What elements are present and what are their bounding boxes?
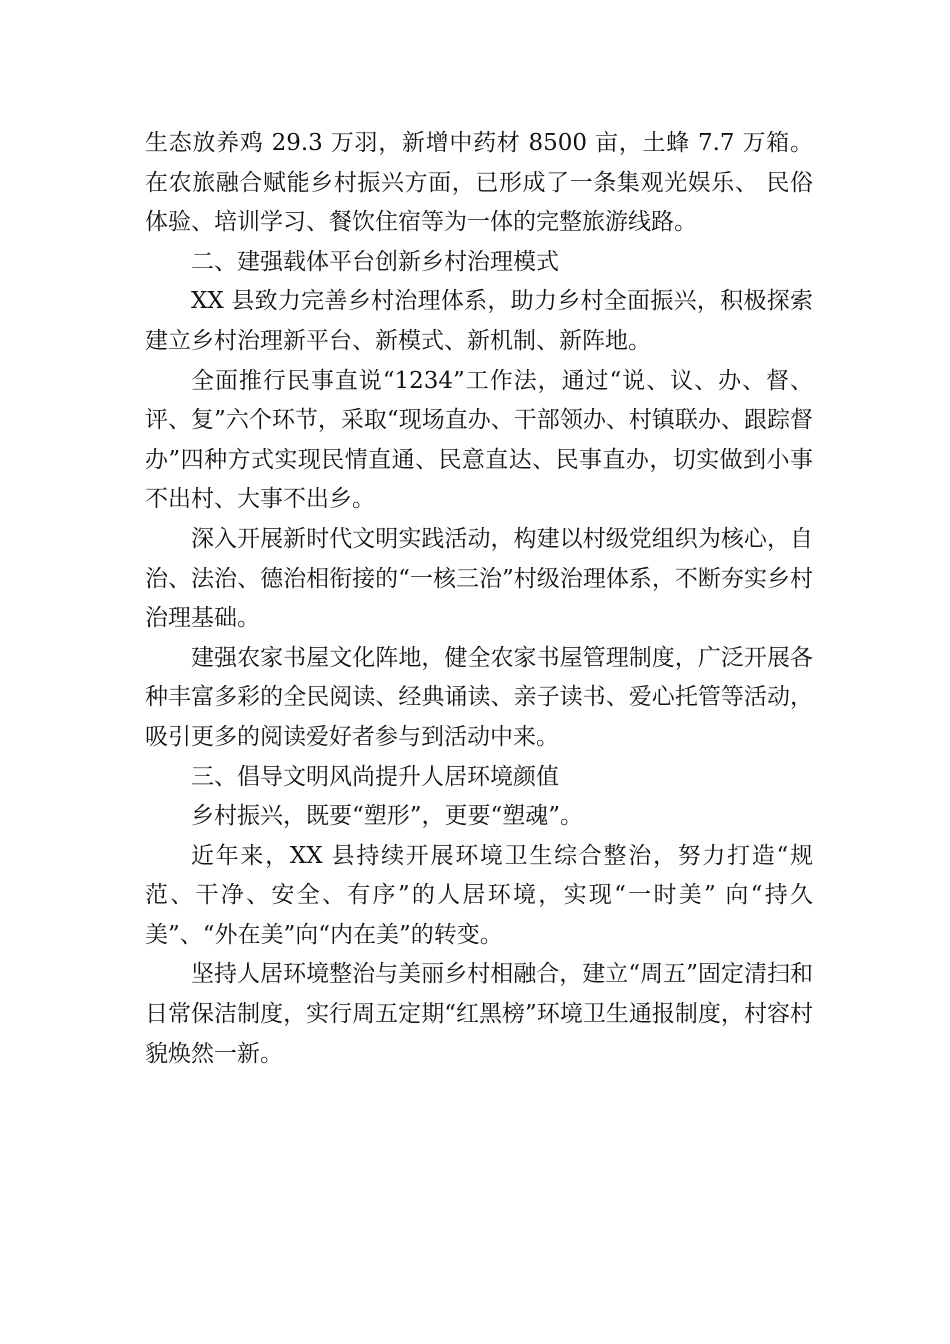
- paragraph: 深入开展新时代文明实践活动，构建以村级党组织为核心，自治、法治、德治相衔接的“一核三治”村级治理体系，不断夯实乡村治理基础。: [145, 525, 813, 632]
- paragraph: 乡村振兴，既要“塑形”，更要“塑魂”。: [191, 803, 584, 830]
- paragraph: 建强农家书屋文化阵地，健全农家书屋管理制度，广泛开展各种丰富多彩的全民阅读、经典诵读、亲子读书、爱心托管等活动，吸引更多的阅读爱好者参与到活动中来。: [145, 644, 813, 750]
- paragraph: 近年来，XX 县持续开展环境卫生综合整治，努力打造“规范、干净、安全、有序”的人居环境，实现“一时美” 向“持久美”、“外在美”向“内在美”的转变。: [145, 842, 813, 948]
- paragraph: 坚持人居环境整治与美丽乡村相融合，建立“周五”固定清扫和日常保洁制度，实行周五定期“红黑榜”环境卫生通报制度，村容村貌焕然一新。: [145, 961, 813, 1067]
- paragraph-continuation: 生态放养鸡 29.3 万羽，新增中药材 8500 亩，土蜂 7.7 万箱。在农旅融合赋能乡村振兴方面，已形成了一条集观光娱乐、 民俗体验、培训学习、餐饮住宿等为一体的完整旅游线路。: [145, 130, 813, 236]
- document-body: [145, 124, 813, 1074]
- section-heading-2: 二、建强载体平台创新乡村治理模式: [191, 248, 559, 275]
- paragraph: XX 县致力完善乡村治理体系，助力乡村全面振兴，积极探索建立乡村治理新平台、新模式、新机制、新阵地。: [145, 288, 813, 354]
- section-heading-3: 三、倡导文明风尚提升人居环境颜值: [191, 763, 559, 790]
- paragraph: 全面推行民事直说“1234”工作法，通过“说、议、办、督、评、复”六个环节，采取“现场直办、干部领办、村镇联办、跟踪督办”四种方式实现民情直通、民意直达、民事直办，切实做到小事不出村、大事不出乡。: [145, 367, 813, 513]
